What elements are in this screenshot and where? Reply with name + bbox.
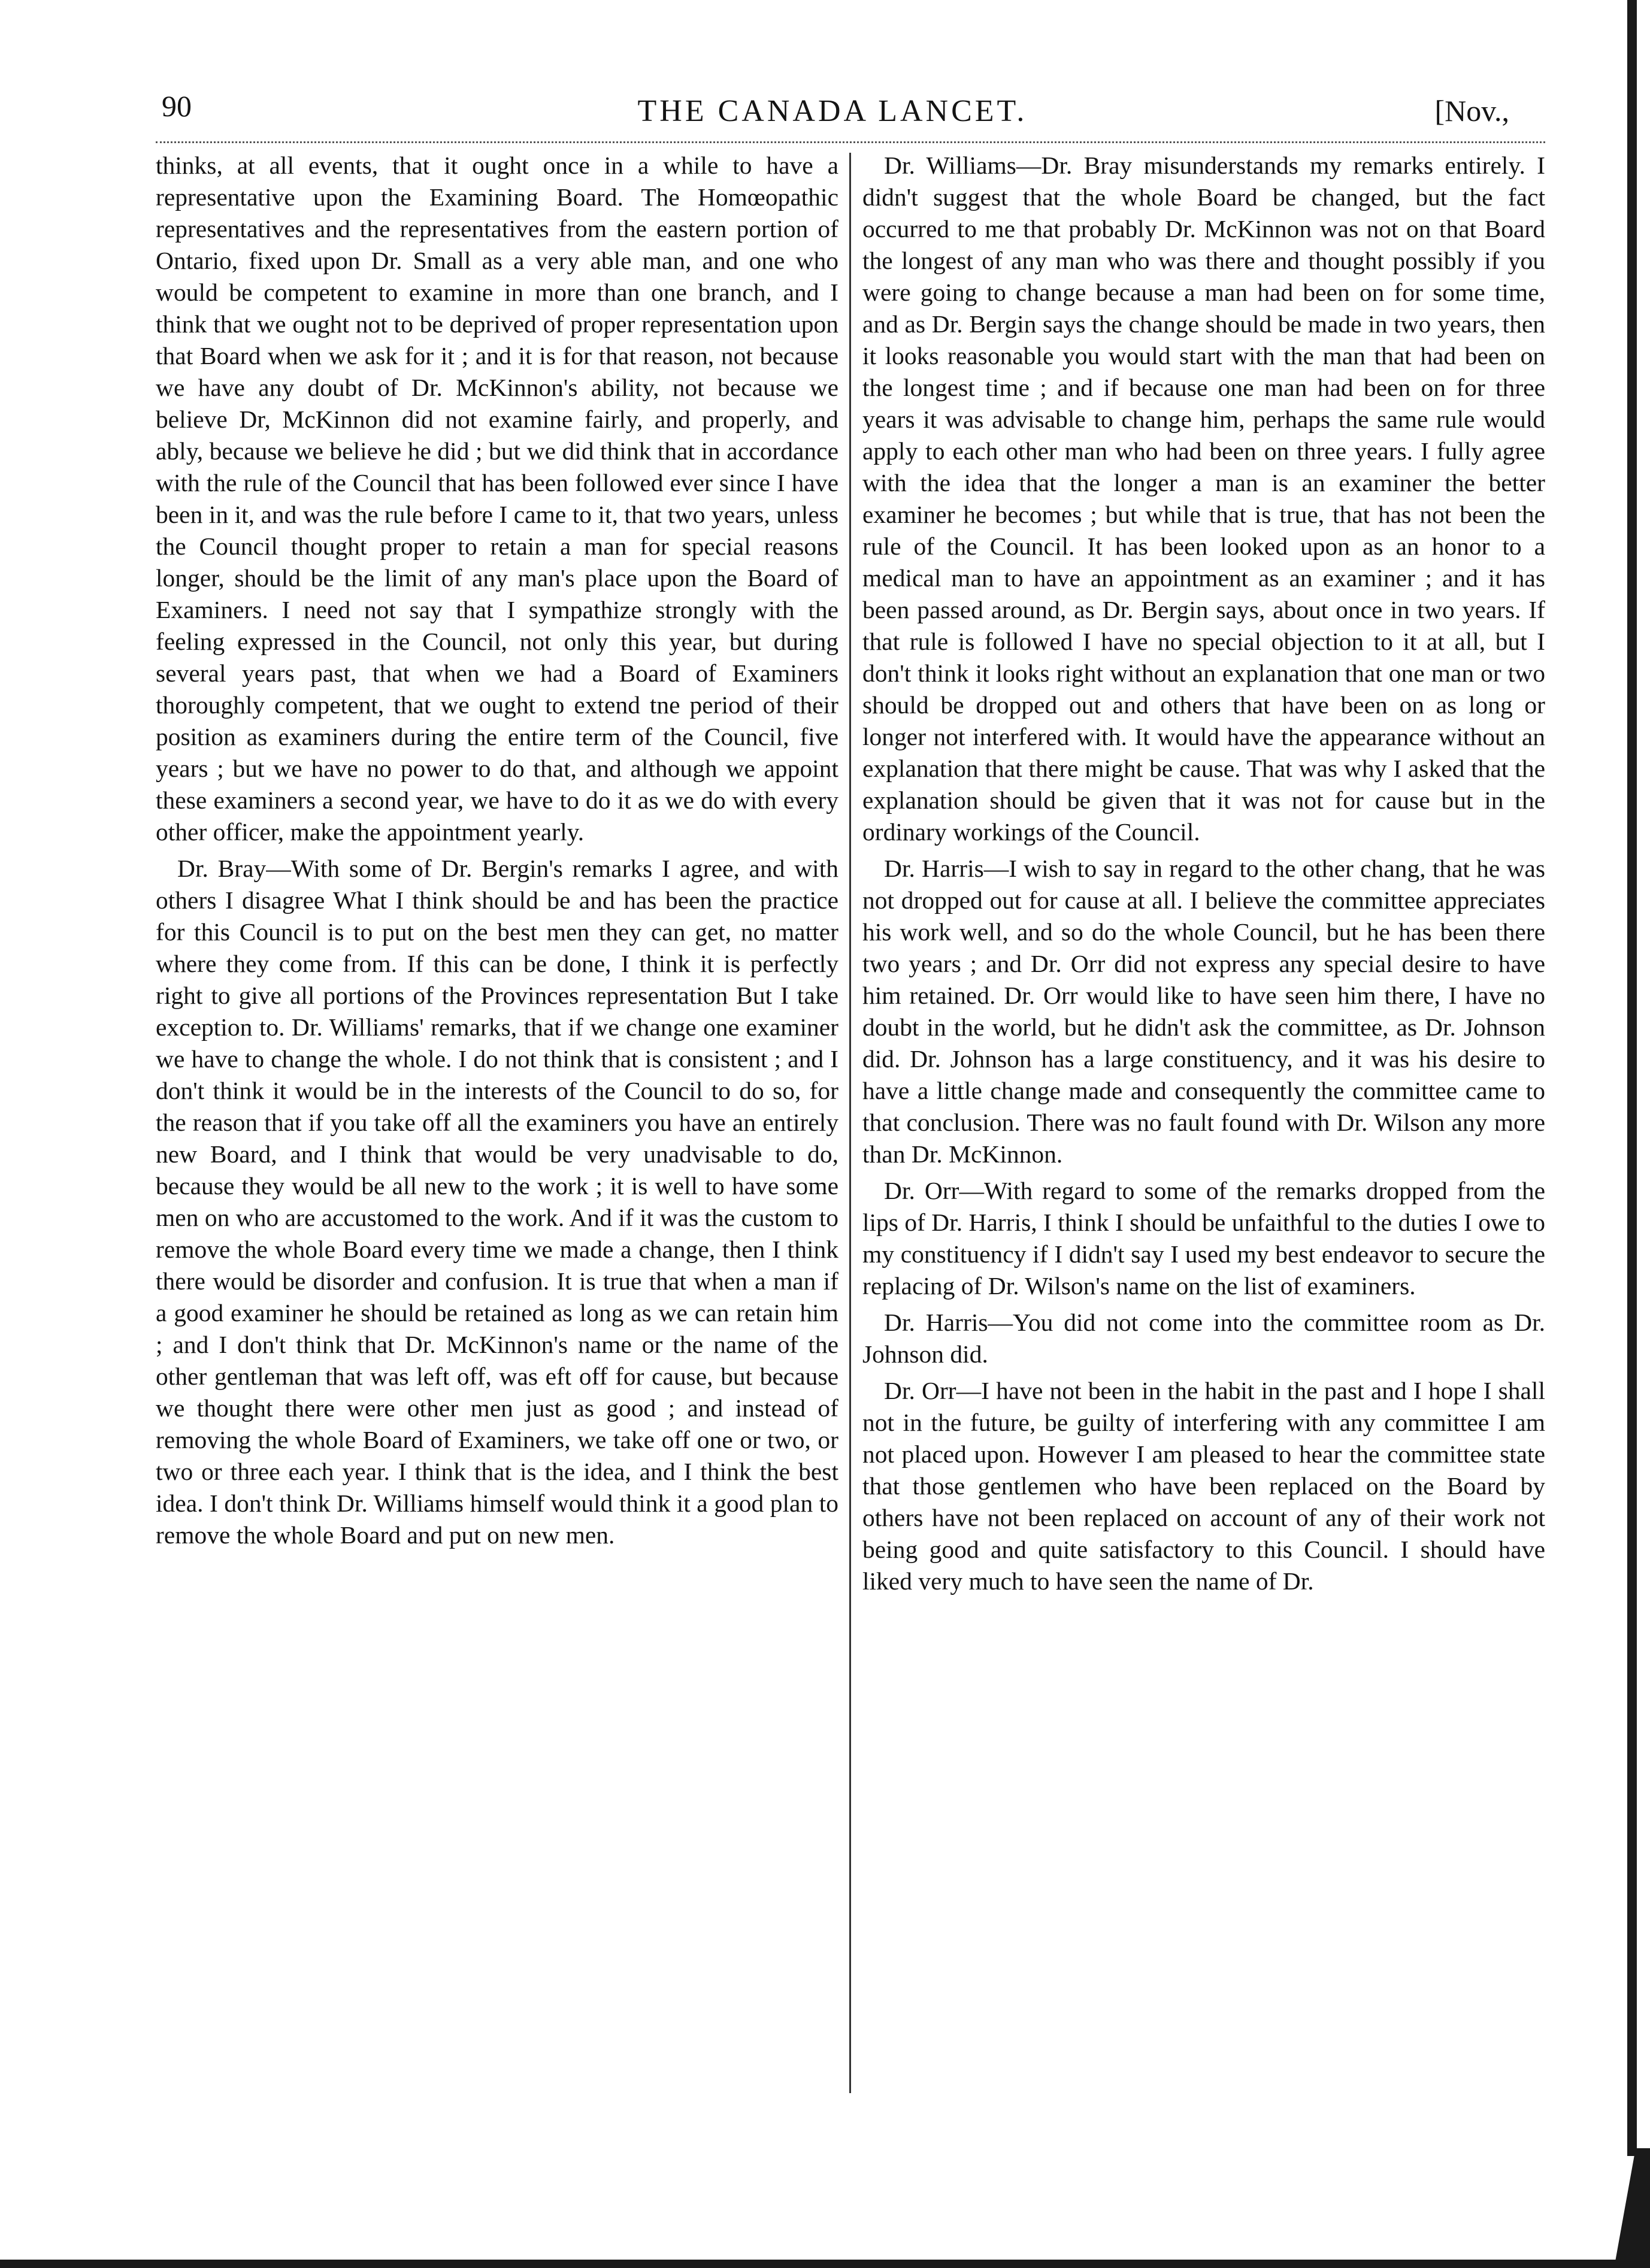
bottom-scan-edge — [0, 2260, 1650, 2268]
paragraph-continued: thinks, at all events, that it ought once in a while to have a representative upon the Examining Board. The Homœopathic representatives and the representatives from the eastern portion of Ontario, fixed upon Dr. Small as a very able man, and one who would be competent to examine in more than one branch, and I think that we ought not to be deprived of proper representation upon that Board when we ask for it ; and it is for that reason, not because we have any doubt of Dr. McKinnon's ability, not because we believe Dr, McKinnon did not examine fairly, and properly, and ably, because we believe he did ; but we did think that in accordance with the rule of the Council that has been followed ever since I have been in it, and was the rule before I came to it, that two years, unless the Council thought proper to retain a man for special reasons longer, should be the limit of any man's place upon the Board of Examiners. I need not say that I sympathize strongly with the feeling expressed in the Council, not only this year, but during several years past, that when we had a Board of Examiners thoroughly competent, that we ought to extend tne period of their position as examiners during the entire term of the Council, five years ; but we have no power to do that, and although we appoint these examiners a second year, we have to do it as we do with every other officer, make the appointment yearly. — [156, 152, 838, 846]
binding-strip — [1627, 0, 1637, 2156]
binding-edge — [1614, 0, 1650, 2268]
issue-month: [Nov., — [1434, 94, 1509, 128]
right-column — [862, 150, 1545, 1602]
left-column — [156, 150, 838, 1556]
page-number: 90 — [162, 89, 192, 123]
paragraph-dr-orr-reply: Dr. Orr—I have not been in the habit in the past and I hope I shall not in the future, be guilty of interfering with any committee I am not placed upon. However I am pleased to hear the committee state that those gentlemen who have been replaced on the Board by others have not been replaced on account of any of their work not being good and quite satisfactory to this Council. I should have liked very much to have seen the name of Dr. — [862, 1377, 1545, 1595]
paragraph-dr-harris: Dr. Harris—I wish to say in regard to the other chang, that he was not dropped out for cause at all. I believe the committee appreciates his work well, and so do the whole Council, but he has been there two years ; and Dr. Orr did not express any special desire to have him retained. Dr. Orr would like to have seen him there, I have no doubt in the world, but he didn't ask the committee, as Dr. Johnson did. Dr. Johnson has a large constituency, and it was his desire to have a little change made and consequently the committee came to that conclusion. There was no fault found with Dr. Wilson any more than Dr. McKinnon. — [862, 855, 1545, 1168]
paragraph-dr-orr: Dr. Orr—With regard to some of the remarks dropped from the lips of Dr. Harris, I think I should be unfaithful to the duties I owe to my constituency if I didn't say I used my best endeavor to secure the replacing of Dr. Wilson's name on the list of examiners. — [862, 1177, 1545, 1300]
running-header — [156, 89, 1509, 137]
paragraph-dr-bray: Dr. Bray—With some of Dr. Bergin's remarks I agree, and with others I disagree What I think should be and has been the practice for this Council is to put on the best men they can get, no matter where they come from. If this can be done, I think it is perfectly right to give all portions of the Provinces representation But I take exception to. Dr. Williams' remarks, that if we change one examiner we have to change the whole. I do not think that is consistent ; and I don't think it would be in the interests of the Council to do so, for the reason that if you take off all the examiners you have an entirely new Board, and I think that would be very unadvisable to do, because they would be all new to the work ; it is well to have some men on who are accustomed to the work. And if it was the custom to remove the whole Board every time we made a change, then I think there would be disorder and confusion. It is true that when a man if a good examiner he should be retained as long as we can retain him ; and I don't think that Dr. McKinnon's name or the name of the other gentleman that was left off, was eft off for cause, but because we thought there were other men just as good ; and instead of removing the whole Board of Examiners, we take off one or two, or two or three each year. I think that is the idea, and I think the best idea. I don't think Dr. Williams himself would think it a good plan to remove the whole Board and put on new men. — [156, 855, 838, 1549]
binding-foot — [1614, 2148, 1650, 2268]
column-divider — [849, 153, 851, 2093]
paragraph-dr-harris-reply: Dr. Harris—You did not come into the committee room as Dr. Johnson did. — [862, 1309, 1545, 1368]
paragraph-dr-williams: Dr. Williams—Dr. Bray misunderstands my remarks entirely. I didn't suggest that the whole Board be changed, but the fact occurred to me that probably Dr. McKinnon was not on that Board the longest of any man who was there and thought possibly if you were going to change because a man had been on for some time, and as Dr. Bergin says the change should be made in two years, then it looks reasonable you would start with the man that had been on the longest time ; and if because one man had been on for three years it was advisable to change him, perhaps the same rule would apply to each other man who had been on three years. I fully agree with the idea that the longer a man is an examiner the better examiner he becomes ; but while that is true, that has not been the rule of the Council. It has been looked upon as an honor to a medical man to have an appointment as an examiner ; and it has been passed around, as Dr. Bergin says, about once in two years. If that rule is followed I have no special objection to it at all, but I don't think it looks right without an explanation that one man or two should be dropped out and others that have been on as long or longer not interfered with. It would have the appearance without an explanation that there might be cause. That was why I asked that the explanation should be given that it was not for cause but in the ordinary workings of the Council. — [862, 152, 1545, 846]
journal-title: THE CANADA LANCET. — [637, 94, 1028, 128]
header-rule — [156, 141, 1545, 143]
